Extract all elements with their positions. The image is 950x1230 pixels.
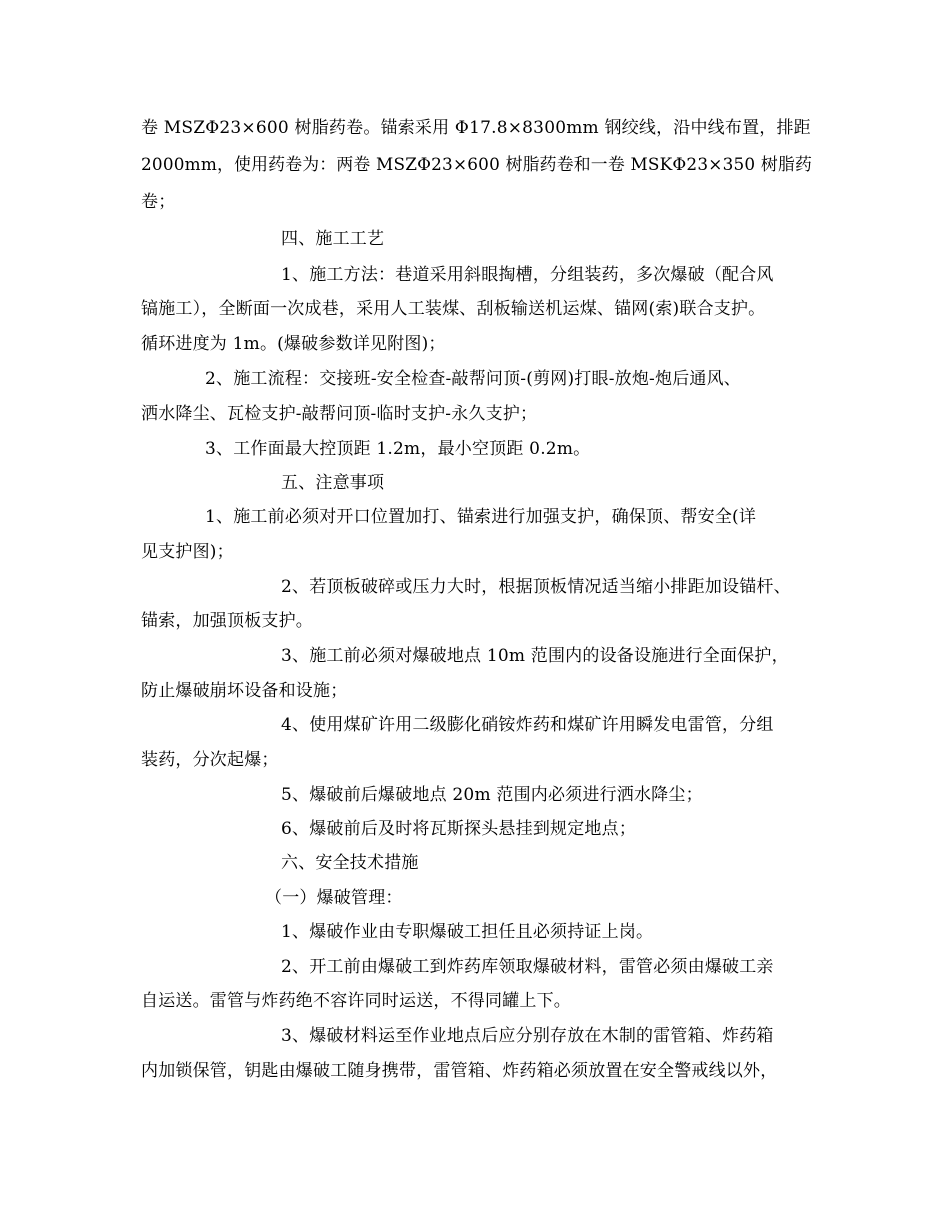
text-line-13: 见支护图)；: [141, 542, 234, 562]
section-heading-safety-measures: 六、安全技术措施: [281, 853, 419, 873]
subsection-heading-blasting-management: （一）爆破管理：: [265, 888, 403, 908]
text-line-27: 3、爆破材料运至作业地点后应分别存放在木制的雷管箱、炸药箱: [281, 1026, 774, 1046]
text-line-3: 卷；: [141, 192, 176, 212]
text-line-20: 5、爆破前后爆破地点 20m 范围内必须进行洒水降尘；: [281, 785, 703, 805]
text-line-14: 2、若顶板破碎或压力大时，根据顶板情况适当缩小排距加设锚杆、: [281, 577, 791, 597]
text-line-26: 自运送。雷管与炸药绝不容许同时运送，不得同罐上下。: [141, 991, 571, 1011]
section-heading-notes: 五、注意事项: [281, 473, 385, 493]
text-line-21: 6、爆破前后及时将瓦斯探头悬挂到规定地点；: [281, 819, 637, 839]
text-line-5: 1、施工方法：巷道采用斜眼掏槽，分组装药，多次爆破（配合风: [281, 265, 774, 285]
text-line-8: 2、施工流程：交接班-安全检查-敲帮问顶-(剪网)打眼-放炮-炮后通风、: [205, 369, 741, 389]
text-line-16: 3、施工前必须对爆破地点 10m 范围内的设备设施进行全面保护，: [281, 646, 789, 666]
text-line-19: 装药，分次起爆；: [141, 750, 279, 770]
text-line-18: 4、使用煤矿许用二级膨化硝铵炸药和煤矿许用瞬发电雷管，分组: [281, 715, 774, 735]
text-line-12: 1、施工前必须对开口位置加打、锚索进行加强支护，确保顶、帮安全(详: [205, 507, 757, 527]
text-line-9: 洒水降尘、瓦检支护-敲帮问顶-临时支护-永久支护；: [141, 404, 538, 424]
text-line-2: 2000mm，使用药卷为：两卷 MSZΦ23×600 树脂药卷和一卷 MSKΦ23×350 树脂药: [141, 155, 813, 175]
text-line-24: 1、爆破作业由专职爆破工担任且必须持证上岗。: [281, 922, 654, 942]
text-line-25: 2、开工前由爆破工到炸药库领取爆破材料，雷管必须由爆破工亲: [281, 957, 774, 977]
section-heading-construction-process: 四、施工工艺: [281, 229, 385, 249]
text-line-6: 镐施工），全断面一次成巷，采用人工装煤、刮板输送机运煤、锚网(索)联合支护。: [141, 299, 766, 319]
text-line-7: 循环进度为 1m。(爆破参数详见附图)；: [141, 334, 446, 354]
text-line-15: 锚索，加强顶板支护。: [141, 611, 313, 631]
text-line-28: 内加锁保管，钥匙由爆破工随身携带，雷管箱、炸药箱必须放置在安全警戒线以外，: [141, 1061, 778, 1081]
text-line-1: 卷 MSZΦ23×600 树脂药卷。锚索采用 Φ17.8×8300mm 钢绞线，沿中线布置，排距: [141, 118, 811, 138]
text-line-17: 防止爆破崩坏设备和设施；: [141, 681, 348, 701]
text-line-10: 3、工作面最大控顶距 1.2m，最小空顶距 0.2m。: [205, 439, 591, 459]
